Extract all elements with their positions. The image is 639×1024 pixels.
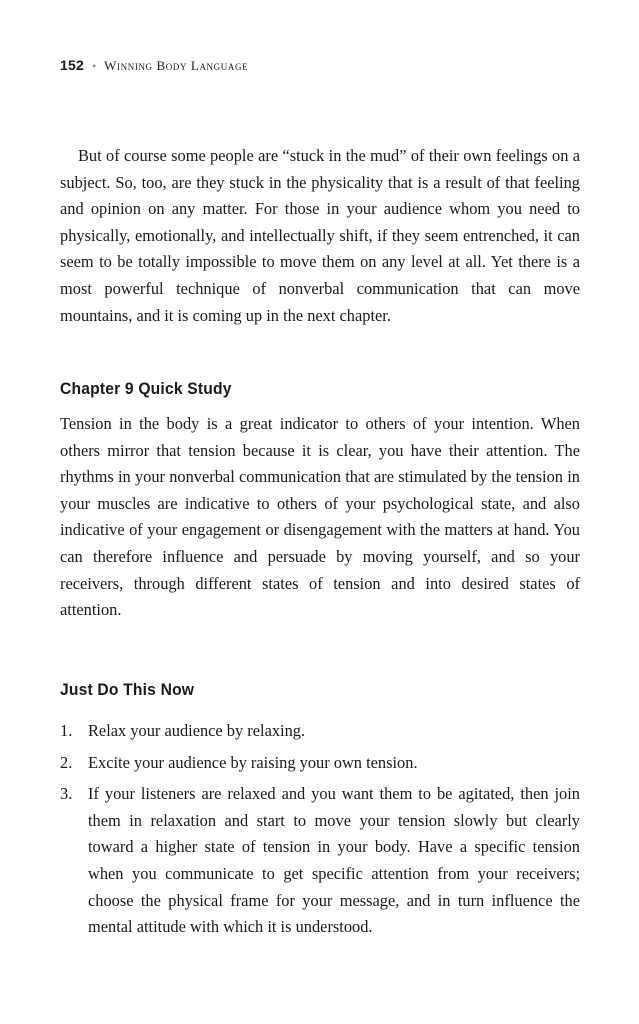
list-item-text: Excite your audience by raising your own tension.	[88, 752, 418, 772]
quick-study-paragraph: Tension in the body is a great indicator to others of your intention. When others mirror that tension because it is clear, you have their attention. The rhythms in your nonverbal communication that are stimulated by the tension in your muscles are indicative to others of your psychological state, and also indicative of your engagement or disengagement with the matters at hand. You can therefore influence and persuade by moving yourself, and so your receivers, through different states of tension and into desired states of attention.	[60, 414, 580, 620]
quick-study-heading: Chapter 9 Quick Study	[60, 379, 232, 398]
header-separator: •	[91, 59, 97, 73]
page-number: 152	[60, 57, 84, 73]
list-item-text: If your listeners are relaxed and you want them to be agitated, then join them in relaxation and start to move your tension slowly but clearly toward a higher state of tension in your body. Have a specific tension when you communicate to get specific attention from your receivers; choose the physical frame for your message, and in turn influence the mental attitude with which it is understood.	[88, 784, 580, 937]
do-this-now-heading: Just Do This Now	[60, 680, 195, 699]
running-head: Winning Body Language	[104, 58, 249, 73]
page-header	[60, 57, 248, 74]
list-item-text: Relax your audience by relaxing.	[88, 721, 306, 740]
list-item	[60, 781, 580, 941]
intro-paragraph: But of course some people are “stuck in the mud” of their own feelings on a subject. So, too, are they stuck in the physicality that is a result of that feeling and opinion on any matter. For those in your audience whom you need to physically, emotionally, and intellectually shift, if they seem entrenched, it can seem to be totally impossible to move them on any level at all. Yet there is a most powerful technique of nonverbal communication that can move mountains, and it is coming up in the next chapter.	[60, 146, 580, 325]
list-item-number: 3.	[60, 784, 73, 804]
list-item-number: 1.	[60, 721, 73, 740]
action-list	[60, 718, 580, 946]
list-item-number: 2.	[60, 752, 73, 772]
list-item	[60, 750, 580, 777]
list-item	[60, 718, 580, 745]
